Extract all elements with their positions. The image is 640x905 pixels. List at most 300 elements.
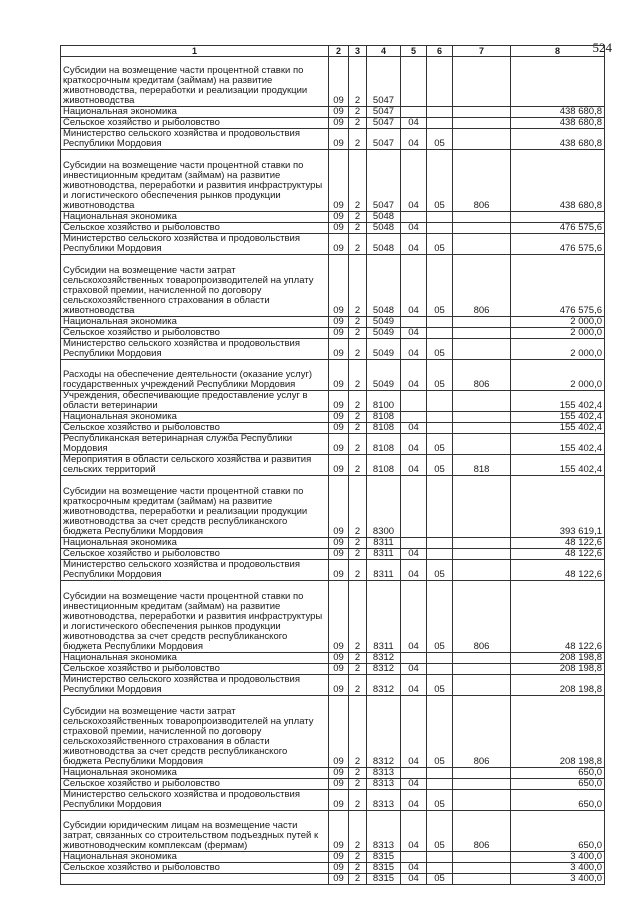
- code-cell-c4: 5047: [367, 129, 401, 150]
- code-cell-c4: 8312: [367, 664, 401, 675]
- table-row: [61, 107, 605, 118]
- code-cell-c6: 05: [427, 560, 453, 581]
- code-cell-c3: 2: [349, 107, 367, 118]
- code-cell-c2: 09: [329, 538, 349, 549]
- row-name-cell: Министерство сельского хозяйства и продовольствия Республики Мордовия: [61, 129, 329, 150]
- code-cell-c7: [453, 339, 511, 360]
- row-name-cell: Сельское хозяйство и рыболовство: [61, 223, 329, 234]
- code-cell-c5: [401, 476, 427, 538]
- code-cell-c7: [453, 852, 511, 863]
- code-cell-c7: 806: [453, 150, 511, 212]
- code-cell-c4: 8313: [367, 768, 401, 779]
- code-cell-c6: [427, 538, 453, 549]
- amount-cell: 2 000,0: [511, 317, 605, 328]
- code-cell-c6: [427, 57, 453, 107]
- code-cell-c7: [453, 234, 511, 255]
- code-cell-c4: 8313: [367, 790, 401, 811]
- row-name-cell: Мероприятия в области сельского хозяйства и развития сельских территорий: [61, 455, 329, 476]
- row-name-cell: Субсидии на возмещение части затрат сельскохозяйственных товаропроизводителей на уплату страховой премии, начисленной по договору сельскохозяйственного страхования в области животноводства: [61, 255, 329, 317]
- code-cell-c6: [427, 328, 453, 339]
- row-name-cell: Сельское хозяйство и рыболовство: [61, 779, 329, 790]
- row-name-cell: Министерство сельского хозяйства и продовольствия Республики Мордовия: [61, 234, 329, 255]
- code-cell-c4: 5048: [367, 223, 401, 234]
- code-cell-c3: 2: [349, 790, 367, 811]
- code-cell-c2: 09: [329, 360, 349, 391]
- code-cell-c7: [453, 476, 511, 538]
- code-cell-c5: [401, 57, 427, 107]
- row-name-cell: Национальная экономика: [61, 212, 329, 223]
- table-row: [61, 696, 605, 768]
- code-cell-c6: 05: [427, 434, 453, 455]
- code-cell-c7: [453, 664, 511, 675]
- code-cell-c3: 2: [349, 328, 367, 339]
- code-cell-c4: 8315: [367, 852, 401, 863]
- code-cell-c4: 8300: [367, 476, 401, 538]
- code-cell-c5: 04: [401, 581, 427, 653]
- row-name-cell: Субсидии юридическим лицам на возмещение части затрат, связанных со строительством подъездных путей к животноводческим комплексам (фермам): [61, 811, 329, 852]
- row-name-cell: Национальная экономика: [61, 317, 329, 328]
- code-cell-c3: 2: [349, 696, 367, 768]
- amount-cell: 438 680,8: [511, 107, 605, 118]
- code-cell-c4: 5047: [367, 57, 401, 107]
- amount-cell: 48 122,6: [511, 549, 605, 560]
- code-cell-c5: 04: [401, 255, 427, 317]
- column-header: 1: [61, 46, 329, 57]
- table-row: [61, 664, 605, 675]
- code-cell-c5: [401, 653, 427, 664]
- code-cell-c7: 818: [453, 455, 511, 476]
- amount-cell: 155 402,4: [511, 391, 605, 412]
- code-cell-c4: 8311: [367, 549, 401, 560]
- table-row: [61, 223, 605, 234]
- code-cell-c7: [453, 538, 511, 549]
- row-name-cell: Сельское хозяйство и рыболовство: [61, 423, 329, 434]
- code-cell-c2: 09: [329, 150, 349, 212]
- row-name-cell: Субсидии на возмещение части процентной ставки по инвестиционным кредитам (займам) на развитие животноводства, переработки и развития инфраструктуры и логистического обеспечения рынков продукции животноводства за счет средств республиканского бюджета Республики Мордовия: [61, 581, 329, 653]
- amount-cell: 48 122,6: [511, 581, 605, 653]
- code-cell-c2: 09: [329, 129, 349, 150]
- column-header: 8: [511, 46, 605, 57]
- code-cell-c4: 5049: [367, 317, 401, 328]
- code-cell-c7: 806: [453, 696, 511, 768]
- code-cell-c6: [427, 391, 453, 412]
- amount-cell: 155 402,4: [511, 423, 605, 434]
- column-header: 2: [329, 46, 349, 57]
- row-name-cell: Субсидии на возмещение части процентной ставки по краткосрочным кредитам (займам) на развитие животноводства, переработки и реализации продукции животноводства за счет средств республиканского бюджета Республики Мордовия: [61, 476, 329, 538]
- code-cell-c4: 8311: [367, 581, 401, 653]
- row-name-cell: Расходы на обеспечение деятельности (оказание услуг) государственных учреждений Республики Мордовия: [61, 360, 329, 391]
- table-row: [61, 328, 605, 339]
- code-cell-c2: 09: [329, 328, 349, 339]
- code-cell-c7: [453, 790, 511, 811]
- amount-cell: [511, 57, 605, 107]
- amount-cell: 3 400,0: [511, 852, 605, 863]
- code-cell-c7: [453, 423, 511, 434]
- code-cell-c6: [427, 118, 453, 129]
- code-cell-c6: 05: [427, 360, 453, 391]
- code-cell-c5: 04: [401, 560, 427, 581]
- code-cell-c6: [427, 223, 453, 234]
- table-row: [61, 560, 605, 581]
- amount-cell: 208 198,8: [511, 653, 605, 664]
- table-row: [61, 150, 605, 212]
- code-cell-c6: 05: [427, 675, 453, 696]
- code-cell-c4: 5049: [367, 339, 401, 360]
- amount-cell: 3 400,0: [511, 874, 605, 885]
- code-cell-c2: 09: [329, 57, 349, 107]
- code-cell-c5: 04: [401, 779, 427, 790]
- code-cell-c4: 8108: [367, 455, 401, 476]
- code-cell-c2: 09: [329, 212, 349, 223]
- code-cell-c2: 09: [329, 852, 349, 863]
- table-row: [61, 863, 605, 874]
- code-cell-c3: 2: [349, 581, 367, 653]
- amount-cell: 155 402,4: [511, 434, 605, 455]
- code-cell-c4: 8100: [367, 391, 401, 412]
- code-cell-c6: [427, 852, 453, 863]
- code-cell-c5: 04: [401, 223, 427, 234]
- code-cell-c5: [401, 852, 427, 863]
- code-cell-c6: [427, 412, 453, 423]
- table-row: [61, 412, 605, 423]
- code-cell-c2: 09: [329, 339, 349, 360]
- code-cell-c7: [453, 212, 511, 223]
- code-cell-c3: 2: [349, 150, 367, 212]
- row-name-cell: Национальная экономика: [61, 538, 329, 549]
- code-cell-c5: 04: [401, 129, 427, 150]
- code-cell-c2: 09: [329, 107, 349, 118]
- code-cell-c6: [427, 653, 453, 664]
- code-cell-c3: 2: [349, 455, 367, 476]
- code-cell-c2: 09: [329, 790, 349, 811]
- code-cell-c5: 04: [401, 434, 427, 455]
- row-name-cell: Национальная экономика: [61, 852, 329, 863]
- row-name-cell: Национальная экономика: [61, 768, 329, 779]
- code-cell-c5: [401, 107, 427, 118]
- code-cell-c5: 04: [401, 874, 427, 885]
- code-cell-c7: [453, 317, 511, 328]
- code-cell-c4: 8108: [367, 423, 401, 434]
- code-cell-c5: 04: [401, 675, 427, 696]
- code-cell-c3: 2: [349, 391, 367, 412]
- code-cell-c7: [453, 434, 511, 455]
- code-cell-c7: [453, 57, 511, 107]
- code-cell-c7: 806: [453, 811, 511, 852]
- code-cell-c7: [453, 779, 511, 790]
- table-row: [61, 118, 605, 129]
- code-cell-c2: 09: [329, 768, 349, 779]
- code-cell-c2: 09: [329, 696, 349, 768]
- table-row: [61, 811, 605, 852]
- table-row: [61, 317, 605, 328]
- row-name-cell: Сельское хозяйство и рыболовство: [61, 328, 329, 339]
- table-row: [61, 581, 605, 653]
- amount-cell: 2 000,0: [511, 339, 605, 360]
- column-header: 3: [349, 46, 367, 57]
- amount-cell: [511, 212, 605, 223]
- budget-table: [60, 45, 605, 885]
- table-row: [61, 255, 605, 317]
- code-cell-c7: [453, 653, 511, 664]
- table-row: [61, 675, 605, 696]
- code-cell-c3: 2: [349, 560, 367, 581]
- code-cell-c2: 09: [329, 863, 349, 874]
- code-cell-c5: [401, 412, 427, 423]
- code-cell-c2: 09: [329, 549, 349, 560]
- code-cell-c2: 09: [329, 412, 349, 423]
- code-cell-c6: [427, 549, 453, 560]
- code-cell-c5: 04: [401, 664, 427, 675]
- code-cell-c6: 05: [427, 874, 453, 885]
- code-cell-c6: 05: [427, 581, 453, 653]
- row-name-cell: Министерство сельского хозяйства и продовольствия Республики Мордовия: [61, 675, 329, 696]
- amount-cell: 48 122,6: [511, 560, 605, 581]
- code-cell-c6: [427, 664, 453, 675]
- amount-cell: 650,0: [511, 779, 605, 790]
- code-cell-c2: 09: [329, 675, 349, 696]
- code-cell-c5: [401, 391, 427, 412]
- code-cell-c2: 09: [329, 423, 349, 434]
- code-cell-c3: 2: [349, 57, 367, 107]
- code-cell-c2: 09: [329, 560, 349, 581]
- code-cell-c3: 2: [349, 476, 367, 538]
- amount-cell: 2 000,0: [511, 360, 605, 391]
- code-cell-c3: 2: [349, 412, 367, 423]
- amount-cell: 476 575,6: [511, 223, 605, 234]
- code-cell-c3: 2: [349, 118, 367, 129]
- code-cell-c2: 09: [329, 455, 349, 476]
- code-cell-c7: 806: [453, 255, 511, 317]
- code-cell-c2: 09: [329, 653, 349, 664]
- code-cell-c3: 2: [349, 675, 367, 696]
- code-cell-c2: 09: [329, 234, 349, 255]
- code-cell-c7: 806: [453, 581, 511, 653]
- amount-cell: 650,0: [511, 790, 605, 811]
- row-name-cell: Сельское хозяйство и рыболовство: [61, 549, 329, 560]
- code-cell-c4: 8311: [367, 538, 401, 549]
- code-cell-c2: 09: [329, 874, 349, 885]
- code-cell-c3: 2: [349, 874, 367, 885]
- code-cell-c2: 09: [329, 118, 349, 129]
- code-cell-c6: [427, 317, 453, 328]
- code-cell-c7: [453, 412, 511, 423]
- code-cell-c3: 2: [349, 234, 367, 255]
- code-cell-c5: [401, 317, 427, 328]
- table-row: [61, 129, 605, 150]
- code-cell-c5: 04: [401, 696, 427, 768]
- amount-cell: 3 400,0: [511, 863, 605, 874]
- table-row: [61, 549, 605, 560]
- code-cell-c4: 8108: [367, 412, 401, 423]
- code-cell-c3: 2: [349, 811, 367, 852]
- code-cell-c7: [453, 874, 511, 885]
- code-cell-c7: [453, 129, 511, 150]
- page-number: 524: [592, 40, 612, 55]
- code-cell-c5: 04: [401, 234, 427, 255]
- code-cell-c4: 8313: [367, 779, 401, 790]
- row-name-cell: Субсидии на возмещение части процентной ставки по инвестиционным кредитам (займам) на развитие животноводства, переработки и развития инфраструктуры и логистического обеспечения рынков продукции животноводства: [61, 150, 329, 212]
- code-cell-c4: 8315: [367, 863, 401, 874]
- row-name-cell: Сельское хозяйство и рыболовство: [61, 118, 329, 129]
- code-cell-c3: 2: [349, 255, 367, 317]
- code-cell-c6: [427, 107, 453, 118]
- code-cell-c2: 09: [329, 434, 349, 455]
- table-row: [61, 212, 605, 223]
- code-cell-c6: 05: [427, 696, 453, 768]
- code-cell-c7: [453, 223, 511, 234]
- table-row: [61, 455, 605, 476]
- code-cell-c5: 04: [401, 790, 427, 811]
- code-cell-c4: 8312: [367, 653, 401, 664]
- table-row: [61, 360, 605, 391]
- code-cell-c2: 09: [329, 317, 349, 328]
- code-cell-c6: [427, 779, 453, 790]
- code-cell-c6: [427, 863, 453, 874]
- code-cell-c5: 04: [401, 455, 427, 476]
- amount-cell: 155 402,4: [511, 412, 605, 423]
- table-row: [61, 339, 605, 360]
- code-cell-c3: 2: [349, 423, 367, 434]
- amount-cell: 208 198,8: [511, 664, 605, 675]
- code-cell-c3: 2: [349, 863, 367, 874]
- code-cell-c4: 5047: [367, 107, 401, 118]
- table-row: [61, 57, 605, 107]
- code-cell-c7: [453, 560, 511, 581]
- column-number-row: [61, 46, 605, 57]
- code-cell-c4: 8312: [367, 675, 401, 696]
- code-cell-c3: 2: [349, 852, 367, 863]
- code-cell-c5: 04: [401, 863, 427, 874]
- code-cell-c5: [401, 538, 427, 549]
- column-header: 4: [367, 46, 401, 57]
- code-cell-c6: [427, 423, 453, 434]
- code-cell-c7: [453, 549, 511, 560]
- code-cell-c2: 09: [329, 255, 349, 317]
- code-cell-c4: 5047: [367, 150, 401, 212]
- code-cell-c5: 04: [401, 339, 427, 360]
- code-cell-c3: 2: [349, 768, 367, 779]
- row-name-cell: Сельское хозяйство и рыболовство: [61, 863, 329, 874]
- code-cell-c3: 2: [349, 653, 367, 664]
- table-row: [61, 790, 605, 811]
- row-name-cell: Республиканская ветеринарная служба Республики Мордовия: [61, 434, 329, 455]
- code-cell-c2: 09: [329, 581, 349, 653]
- code-cell-c6: 05: [427, 129, 453, 150]
- code-cell-c5: 04: [401, 150, 427, 212]
- code-cell-c6: 05: [427, 790, 453, 811]
- code-cell-c5: 04: [401, 118, 427, 129]
- code-cell-c4: 8313: [367, 811, 401, 852]
- code-cell-c2: 09: [329, 223, 349, 234]
- code-cell-c4: 5049: [367, 328, 401, 339]
- code-cell-c7: [453, 768, 511, 779]
- code-cell-c6: 05: [427, 234, 453, 255]
- row-name-cell: Сельское хозяйство и рыболовство: [61, 664, 329, 675]
- code-cell-c3: 2: [349, 317, 367, 328]
- table-body: [61, 57, 605, 885]
- row-name-cell: Учреждения, обеспечивающие предоставление услуг в области ветеринарии: [61, 391, 329, 412]
- code-cell-c4: 5049: [367, 360, 401, 391]
- table-row: [61, 852, 605, 863]
- code-cell-c5: [401, 768, 427, 779]
- code-cell-c7: 806: [453, 360, 511, 391]
- code-cell-c6: [427, 476, 453, 538]
- column-header: 5: [401, 46, 427, 57]
- code-cell-c4: 8312: [367, 696, 401, 768]
- row-name-cell: [61, 874, 329, 885]
- table-row: [61, 423, 605, 434]
- row-name-cell: Министерство сельского хозяйства и продовольствия Республики Мордовия: [61, 560, 329, 581]
- code-cell-c3: 2: [349, 360, 367, 391]
- code-cell-c4: 5048: [367, 255, 401, 317]
- code-cell-c3: 2: [349, 129, 367, 150]
- code-cell-c2: 09: [329, 476, 349, 538]
- amount-cell: 438 680,8: [511, 129, 605, 150]
- table-row: [61, 768, 605, 779]
- amount-cell: 2 000,0: [511, 328, 605, 339]
- code-cell-c2: 09: [329, 811, 349, 852]
- amount-cell: 393 619,1: [511, 476, 605, 538]
- code-cell-c4: 8108: [367, 434, 401, 455]
- code-cell-c7: [453, 675, 511, 696]
- column-header: 6: [427, 46, 453, 57]
- code-cell-c6: [427, 768, 453, 779]
- amount-cell: 438 680,8: [511, 150, 605, 212]
- code-cell-c5: 04: [401, 423, 427, 434]
- code-cell-c5: 04: [401, 328, 427, 339]
- code-cell-c2: 09: [329, 779, 349, 790]
- code-cell-c3: 2: [349, 223, 367, 234]
- code-cell-c7: [453, 107, 511, 118]
- amount-cell: 208 198,8: [511, 675, 605, 696]
- table-row: [61, 391, 605, 412]
- code-cell-c5: 04: [401, 811, 427, 852]
- code-cell-c4: 5047: [367, 118, 401, 129]
- code-cell-c7: [453, 863, 511, 874]
- row-name-cell: Субсидии на возмещение части затрат сельскохозяйственных товаропроизводителей на уплату страховой премии, начисленной по договору сельскохозяйственного страхования в области животноводства за счет средств республиканского бюджета Республики Мордовия: [61, 696, 329, 768]
- table-row: [61, 874, 605, 885]
- amount-cell: 650,0: [511, 768, 605, 779]
- table-row: [61, 779, 605, 790]
- code-cell-c3: 2: [349, 549, 367, 560]
- table-row: [61, 234, 605, 255]
- row-name-cell: Национальная экономика: [61, 412, 329, 423]
- table-row: [61, 434, 605, 455]
- code-cell-c3: 2: [349, 339, 367, 360]
- row-name-cell: Национальная экономика: [61, 653, 329, 664]
- code-cell-c6: 05: [427, 339, 453, 360]
- row-name-cell: Субсидии на возмещение части процентной ставки по краткосрочным кредитам (займам) на развитие животноводства, переработки и реализации продукции животноводства: [61, 57, 329, 107]
- code-cell-c6: 05: [427, 455, 453, 476]
- column-header: 7: [453, 46, 511, 57]
- code-cell-c3: 2: [349, 779, 367, 790]
- amount-cell: 438 680,8: [511, 118, 605, 129]
- row-name-cell: Национальная экономика: [61, 107, 329, 118]
- code-cell-c7: [453, 391, 511, 412]
- code-cell-c3: 2: [349, 538, 367, 549]
- code-cell-c3: 2: [349, 664, 367, 675]
- code-cell-c4: 5048: [367, 212, 401, 223]
- row-name-cell: Министерство сельского хозяйства и продовольствия Республики Мордовия: [61, 790, 329, 811]
- table-row: [61, 538, 605, 549]
- code-cell-c4: 8311: [367, 560, 401, 581]
- code-cell-c4: 5048: [367, 234, 401, 255]
- amount-cell: 155 402,4: [511, 455, 605, 476]
- code-cell-c7: [453, 118, 511, 129]
- table-row: [61, 653, 605, 664]
- code-cell-c2: 09: [329, 664, 349, 675]
- code-cell-c5: [401, 212, 427, 223]
